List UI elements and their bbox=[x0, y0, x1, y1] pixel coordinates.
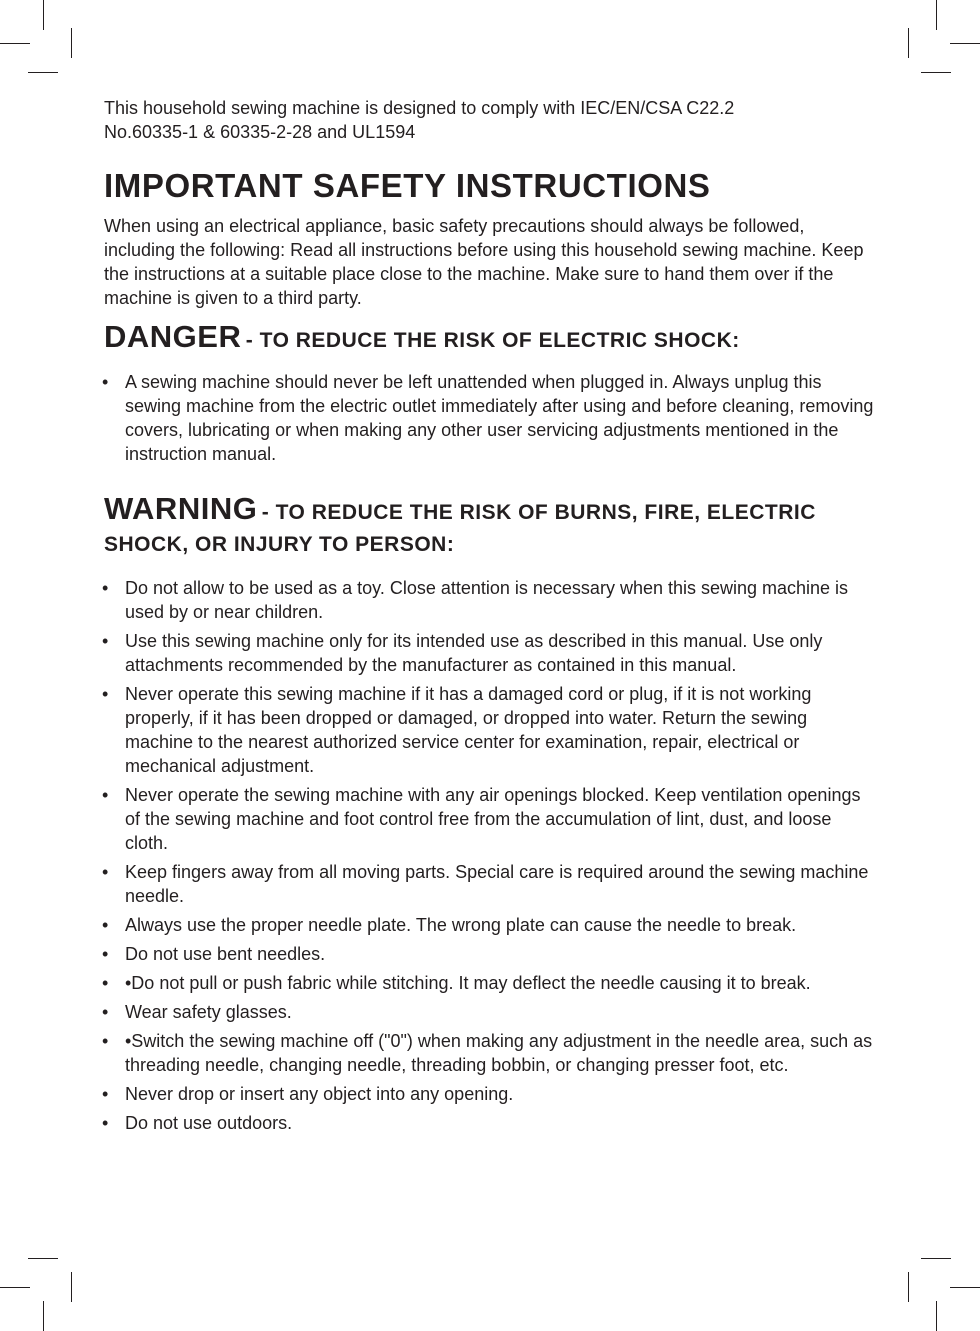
page-title: IMPORTANT SAFETY INSTRUCTIONS bbox=[104, 167, 711, 204]
list-item-text: Do not use bent needles. bbox=[125, 944, 326, 964]
list-item-text: Never drop or insert any object into any opening. bbox=[125, 1084, 514, 1104]
crop-mark bbox=[71, 28, 72, 58]
bullet-mark: • bbox=[102, 578, 109, 598]
list-item-text: Always use the proper needle plate. The wrong plate can cause the needle to break. bbox=[125, 915, 797, 935]
bullet-mark: • bbox=[102, 1084, 109, 1104]
crop-mark bbox=[71, 1272, 72, 1302]
bullet-mark: • bbox=[102, 944, 109, 964]
crop-mark bbox=[950, 1287, 980, 1288]
list-item-text: Do not allow to be used as a toy. Close attention is necessary when this sewing machine is used by or near children. bbox=[125, 578, 849, 622]
crop-mark bbox=[921, 1258, 951, 1259]
list-item bbox=[104, 913, 874, 937]
crop-mark bbox=[921, 72, 951, 73]
list-item bbox=[104, 1082, 874, 1106]
bullet-mark: • bbox=[102, 1113, 109, 1133]
list-item bbox=[104, 783, 874, 855]
list-item bbox=[104, 1000, 874, 1024]
list-item bbox=[104, 860, 874, 908]
compliance-line-1: This household sewing machine is designed to comply with IEC/EN/CSA C22.2 bbox=[104, 98, 735, 118]
warning-list bbox=[104, 576, 874, 1135]
list-item bbox=[104, 682, 874, 778]
list-item-text: •Switch the sewing machine off ("0") when making any adjustment in the needle area, such as threading needle, changing needle, threading bobbin, or changing presser foot, etc. bbox=[125, 1031, 873, 1075]
list-item bbox=[104, 1029, 874, 1077]
crop-mark bbox=[908, 1272, 909, 1302]
list-item bbox=[104, 971, 874, 995]
list-item bbox=[104, 629, 874, 677]
crop-mark bbox=[908, 28, 909, 58]
bullet-mark: • bbox=[102, 785, 109, 805]
warning-subtitle: - TO REDUCE THE RISK OF BURNS, FIRE, ELECTRIC SHOCK, OR INJURY TO PERSON: bbox=[104, 501, 816, 556]
list-item bbox=[104, 370, 874, 466]
list-item-text: A sewing machine should never be left unattended when plugged in. Always unplug this sewing machine from the electric outlet immediately after using and before cleaning, removing covers, lubricating or when making any other user servicing adjustments mentioned in the instruction manual. bbox=[125, 372, 874, 464]
list-item-text: Do not use outdoors. bbox=[125, 1113, 293, 1133]
intro-paragraph: When using an electrical appliance, basic safety precautions should always be followed, including the following: Read all instructions before using this household sewing machine. Keep the instructions at a suitable place close to the machine. Make sure to hand them over if the machine is given to a third party. bbox=[104, 216, 864, 308]
bullet-mark: • bbox=[102, 915, 109, 935]
crop-mark bbox=[28, 72, 58, 73]
list-item-text: Use this sewing machine only for its intended use as described in this manual. Use only attachments recommended by the manufacturer as contained in this manual. bbox=[125, 631, 823, 675]
crop-mark bbox=[936, 0, 937, 30]
list-item bbox=[104, 1111, 874, 1135]
crop-mark bbox=[0, 43, 30, 44]
crop-mark bbox=[43, 0, 44, 30]
bullet-mark: • bbox=[102, 631, 109, 651]
crop-mark bbox=[0, 1287, 30, 1288]
warning-label: WARNING bbox=[104, 491, 258, 526]
bullet-mark: • bbox=[102, 372, 109, 392]
danger-label: DANGER bbox=[104, 319, 242, 354]
bullet-mark: • bbox=[102, 684, 109, 704]
danger-heading bbox=[104, 319, 874, 358]
list-item-text: •Do not pull or push fabric while stitching. It may deflect the needle causing it to break. bbox=[125, 973, 811, 993]
list-item bbox=[104, 942, 874, 966]
list-item-text: Keep fingers away from all moving parts. Special care is required around the sewing machine needle. bbox=[125, 862, 869, 906]
crop-mark bbox=[43, 1301, 44, 1331]
compliance-line-2: No.60335-1 & 60335-2-28 and UL1594 bbox=[104, 122, 416, 142]
list-item-text: Never operate the sewing machine with any air openings blocked. Keep ventilation openings of the sewing machine and foot control free from the accumulation of lint, dust, and loose cloth. bbox=[125, 785, 861, 853]
list-item-text: Wear safety glasses. bbox=[125, 1002, 292, 1022]
bullet-mark: • bbox=[102, 1031, 109, 1051]
danger-subtitle: - TO REDUCE THE RISK OF ELECTRIC SHOCK: bbox=[245, 329, 740, 352]
list-item bbox=[104, 576, 874, 624]
list-item-text: Never operate this sewing machine if it has a damaged cord or plug, if it is not working properly, if it has been dropped or damaged, or dropped into water. Return the sewing machine to the nearest authorized service center for examination, repair, electrical or mechanical adjustment. bbox=[125, 684, 812, 776]
danger-list bbox=[104, 370, 874, 466]
manual-page bbox=[104, 96, 874, 1140]
crop-mark bbox=[28, 1258, 58, 1259]
bullet-mark: • bbox=[102, 1002, 109, 1022]
bullet-mark: • bbox=[102, 862, 109, 882]
bullet-mark: • bbox=[102, 973, 109, 993]
warning-heading bbox=[104, 491, 874, 562]
crop-mark bbox=[950, 43, 980, 44]
crop-mark bbox=[936, 1301, 937, 1331]
compliance-note bbox=[104, 96, 874, 144]
